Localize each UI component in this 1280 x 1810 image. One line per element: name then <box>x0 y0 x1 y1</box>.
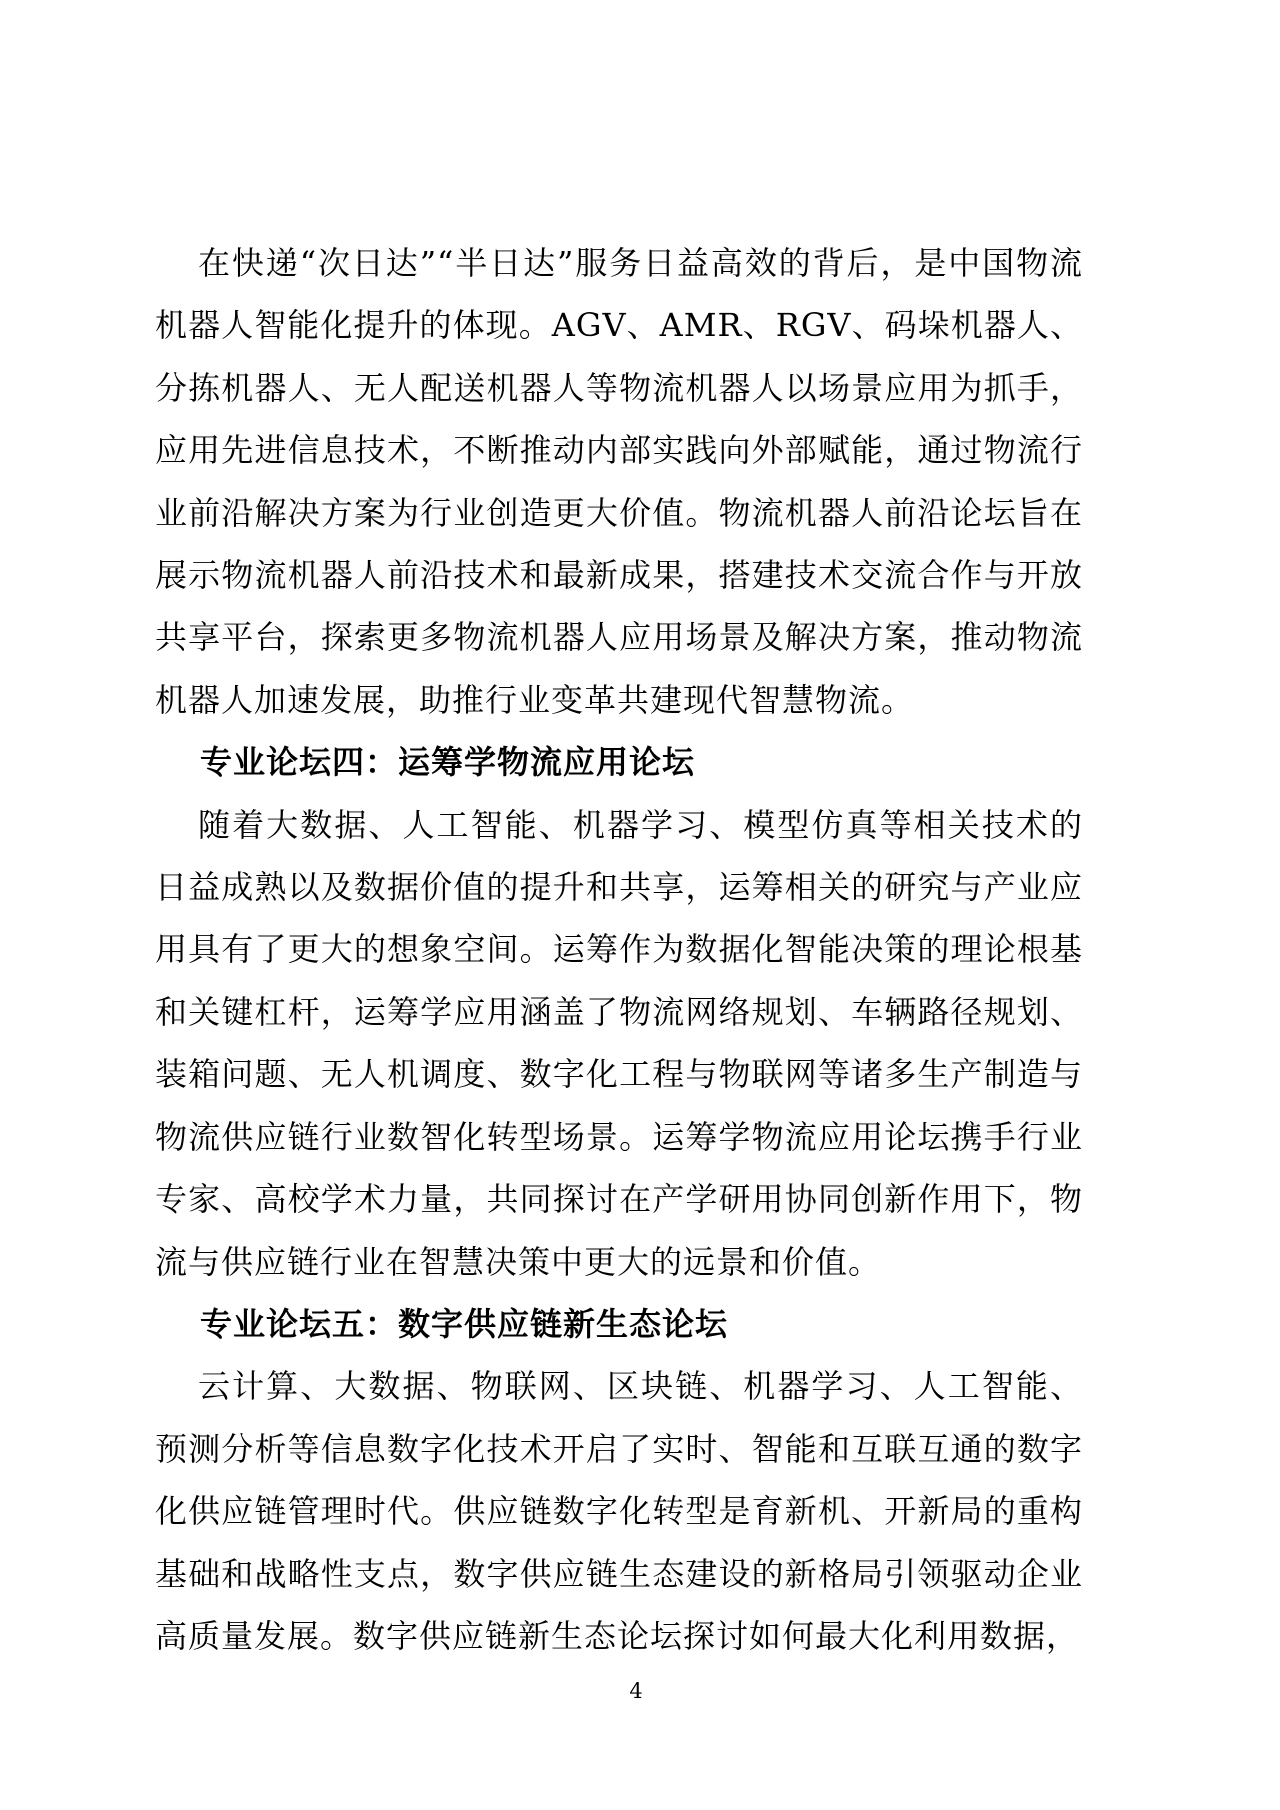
paragraph-digital-supply-chain-forum: 云计算、大数据、物联网、区块链、机器学习、人工智能、预测分析等信息数字化技术开启了实时、智能和互联互通的数字化供应链管理时代。供应链数字化转型是育新机、开新局的重构基础和战略性支点，数字供应链生态建设的新格局引领驱动企业高质量发展。数字供应链新生态论坛探讨如何最大化利用数据， <box>155 1367 1083 1655</box>
paragraph-operations-research-forum: 随着大数据、人工智能、机器学习、模型仿真等相关技术的日益成熟以及数据价值的提升和共享，运筹相关的研究与产业应用具有了更大的想象空间。运筹作为数据化智能决策的理论根基和关键杠杆，运筹学应用涵盖了物流网络规划、车辆路径规划、装箱问题、无人机调度、数字化工程与物联网等诸多生产制造与物流供应链行业数智化转型场景。运筹学物流应用论坛携手行业专家、高校学术力量，共同探讨在产学研用协同创新作用下，物流与供应链行业在智慧决策中更大的远景和价值。 <box>155 805 1083 1281</box>
heading-forum-five: 专业论坛五：数字供应链新生态论坛 <box>200 1304 729 1343</box>
document-body <box>155 232 1083 1667</box>
paragraph-logistics-robot-forum: 在快递“次日达”“半日达”服务日益高效的背后，是中国物流机器人智能化提升的体现。AGV、AMR、RGV、码垛机器人、分拣机器人、无人配送机器人等物流机器人以场景应用为抓手，应用先进信息技术，不断推动内部实践向外部赋能，通过物流行业前沿解决方案为行业创造更大价值。物流机器人前沿论坛旨在展示物流机器人前沿技术和最新成果，搭建技术交流合作与开放共享平台，探索更多物流机器人应用场景及解决方案，推动物流机器人加速发展，助推行业变革共建现代智慧物流。 <box>155 244 1083 719</box>
heading-forum-four: 专业论坛四：运筹学物流应用论坛 <box>200 743 696 782</box>
page-number: 4 <box>629 1679 643 1703</box>
